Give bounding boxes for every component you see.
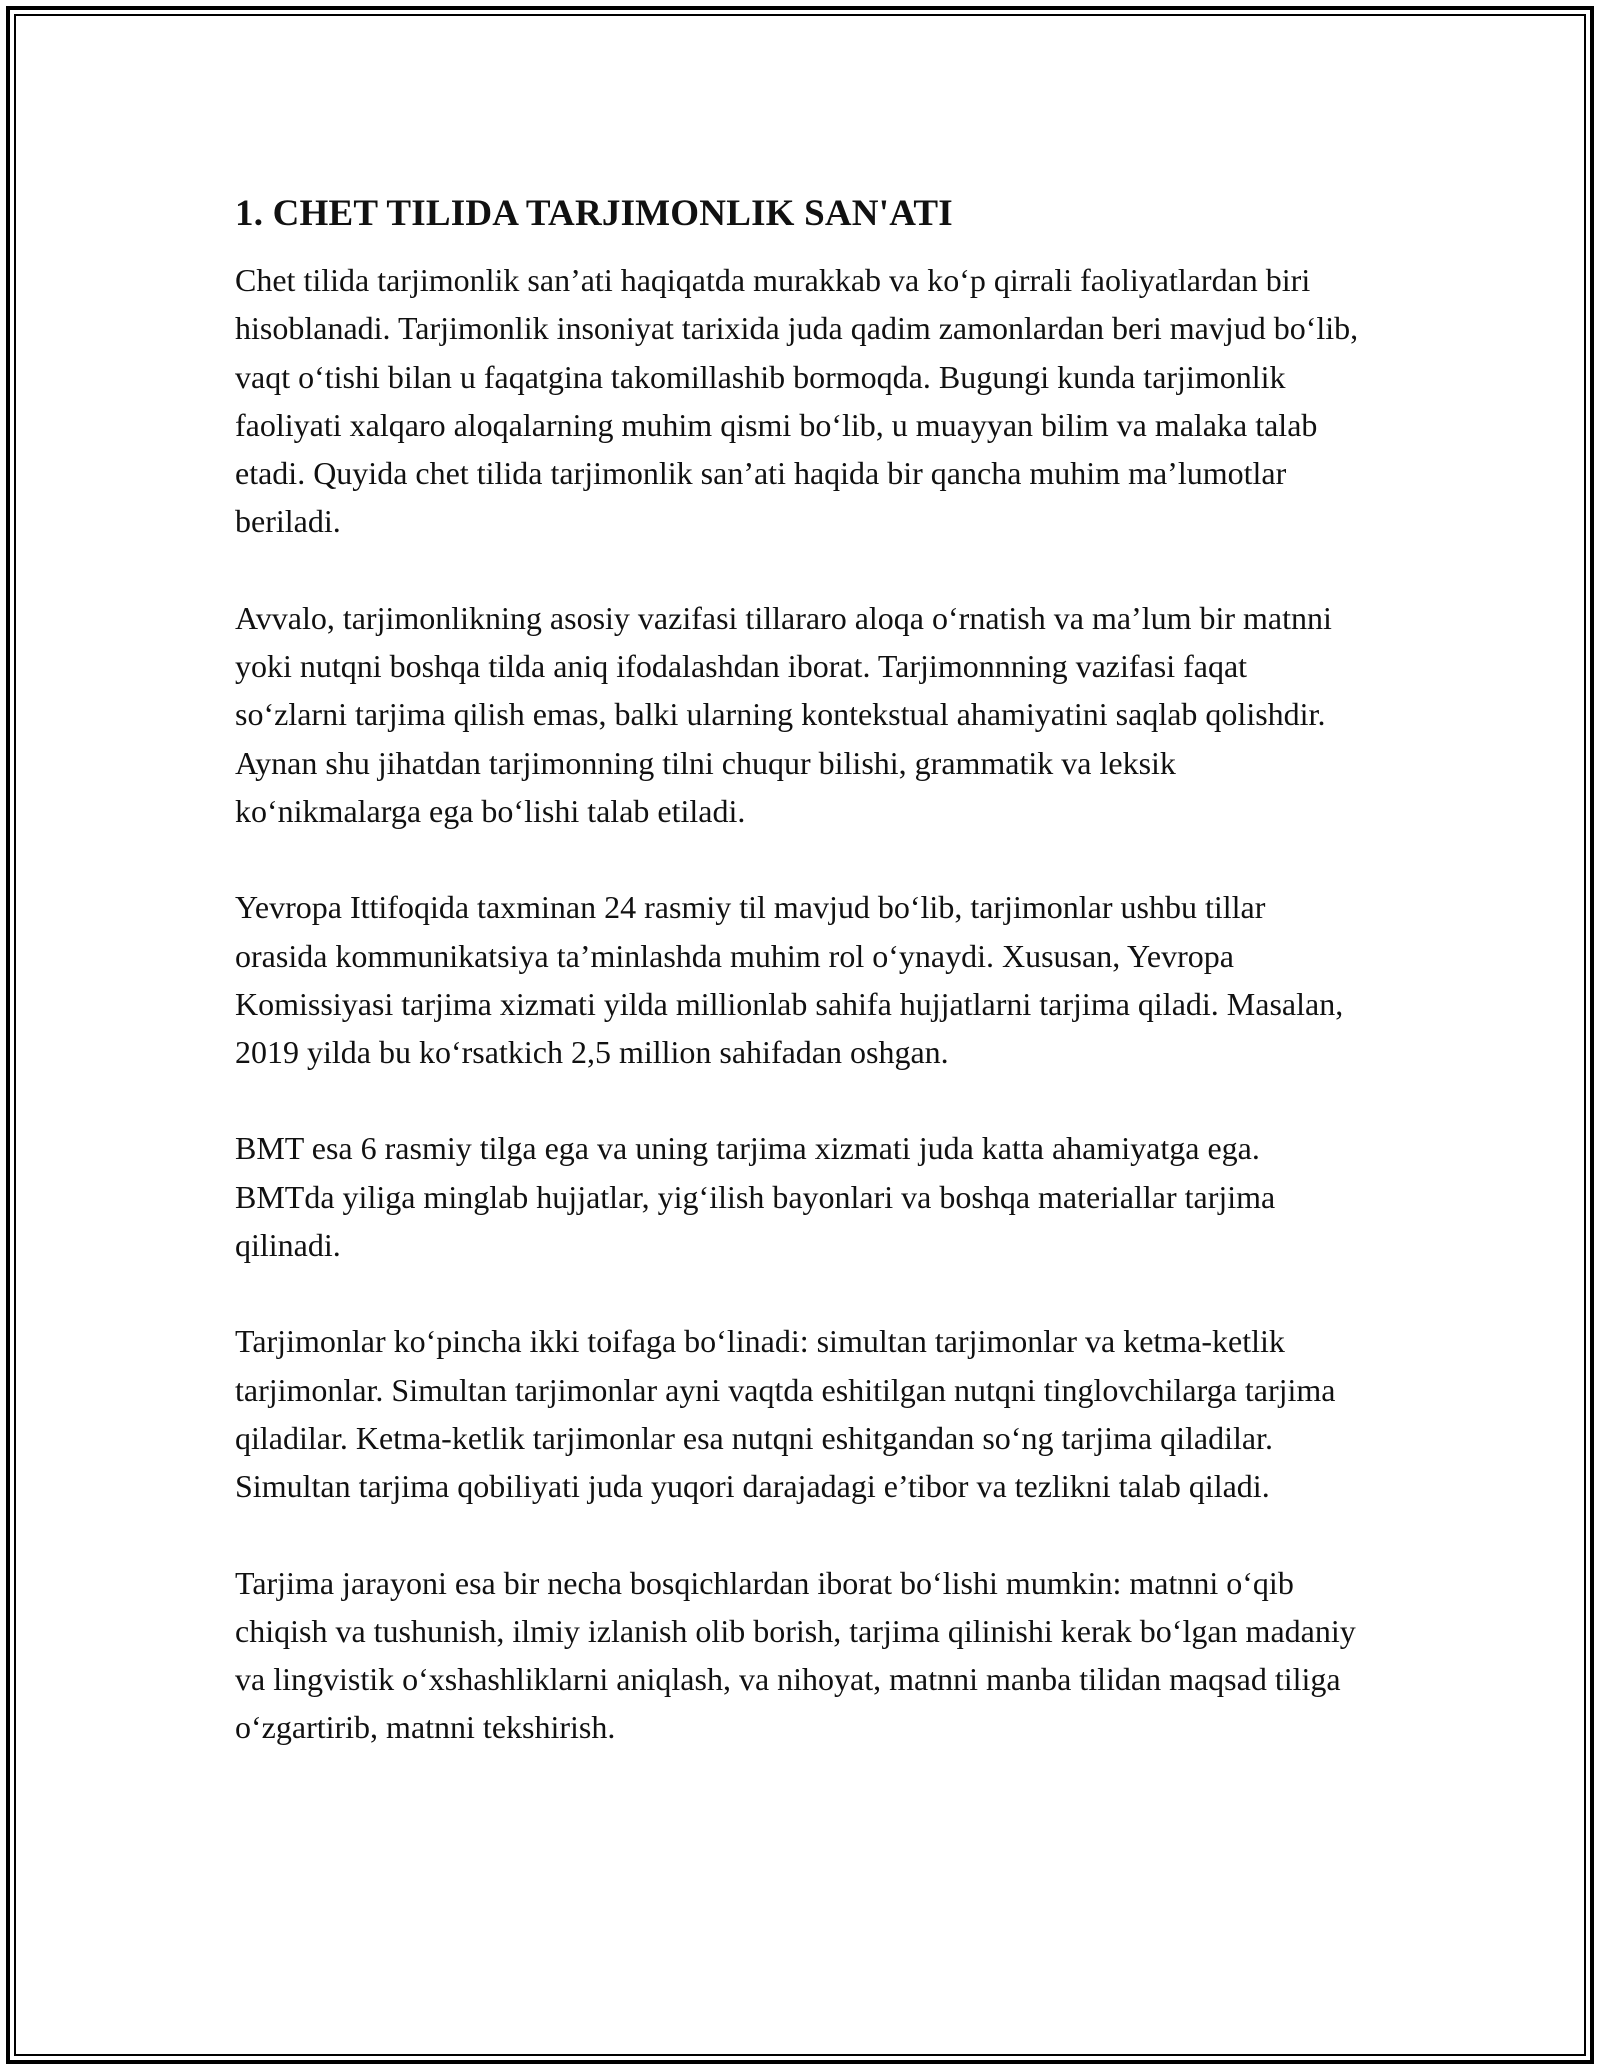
paragraph-interpreter-types: Tarjimonlar ko‘pincha ikki toifaga bo‘linadi: simultan tarjimonlar va ketma-ketlik tarjimonlar. Simultan tarjimonlar ayni vaqtda eshitilgan nutqni tinglovchilarga tarjima qiladilar. Ketma-ketlik tarjimonlar esa nutqni eshitgandan so‘ng tarjima qiladilar. Simultan tarjima qobiliyati juda yuqori darajadagi e’tibor va tezlikni talab qiladi. bbox=[235, 1323, 1336, 1505]
section-heading: 1. CHET TILIDA TARJIMONLIK SAN'ATI bbox=[235, 193, 953, 234]
paragraph-european-union: Yevropa Ittifoqida taxminan 24 rasmiy til mavjud bo‘lib, tarjimonlar ushbu tillar orasida kommunikatsiya ta’minlashda muhim rol o‘ynaydi. Xususan, Yevropa Komissiyasi tarjima xizmati yilda millionlab sahifa hujjatlarni tarjima qiladi. Masalan, 2019 yilda bu ko‘rsatkich 2,5 million sahifadan oshgan. bbox=[235, 889, 1344, 1071]
paragraph-introduction: Chet tilida tarjimonlik san’ati haqiqatda murakkab va ko‘p qirrali faoliyatlardan biri hisoblanadi. Tarjimonlik insoniyat tarixida juda qadim zamonlardan beri mavjud bo‘lib, vaqt o‘tishi bilan u faqatgina takomillashib bormoqda. Bugungi kunda tarjimonlik faoliyati xalqaro aloqalarning muhim qismi bo‘lib, u muayyan bilim va malaka talab etadi. Quyida chet tilida tarjimonlik san’ati haqida bir qancha muhim ma’lumotlar beriladi. bbox=[235, 262, 1359, 540]
document-body bbox=[235, 190, 1365, 1800]
paragraph-translation-process: Tarjima jarayoni esa bir necha bosqichlardan iborat bo‘lishi mumkin: matnni o‘qib chiqish va tushunish, ilmiy izlanish olib borish, tarjima qilinishi kerak bo‘lgan madaniy va lingvistik o‘xshashliklarni aniqlash, va nihoyat, matnni manba tilidan maqsad tiliga o‘zgartirib, matnni tekshirish. bbox=[235, 1564, 1356, 1746]
paragraph-main-task: Avvalo, tarjimonlikning asosiy vazifasi tillararo aloqa o‘rnatish va ma’lum bir matnni yoki nutqni boshqa tilda aniq ifodalashdan iborat. Tarjimonnning vazifasi faqat so‘zlarni tarjima qilish emas, balki ularning kontekstual ahamiyatini saqlab qolishdir. Aynan shu jihatdan tarjimonning tilni chuqur bilishi, grammatik va leksik ko‘nikmalarga ega bo‘lishi talab etiladi. bbox=[235, 599, 1332, 829]
paragraph-united-nations: BMT esa 6 rasmiy tilga ega va uning tarjima xizmati juda katta ahamiyatga ega. BMTda yiliga minglab hujjatlar, yig‘ilish bayonlari va boshqa materiallar tarjima qilinadi. bbox=[235, 1130, 1276, 1264]
